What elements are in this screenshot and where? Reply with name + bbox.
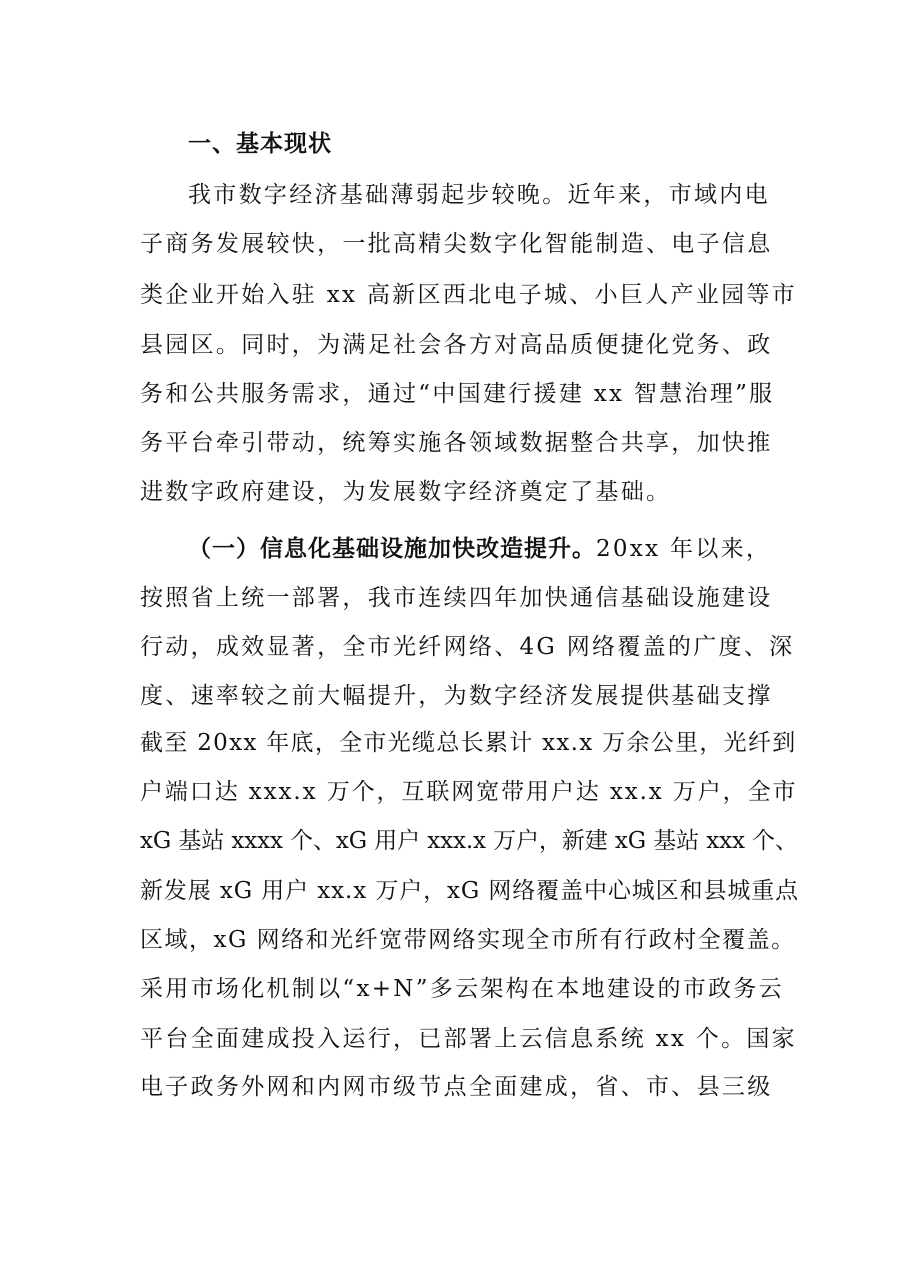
para1-line-7: 进数字政府建设，为发展数字经济奠定了基础。 bbox=[140, 479, 672, 505]
para2-line-2: 行动，成效显著，全市光纤网络、4G 网络覆盖的广度、深 bbox=[140, 634, 795, 660]
para1-line-4: 县园区。同时，为满足社会各方对高品质便捷化党务、政 bbox=[140, 332, 773, 358]
subheading-line bbox=[188, 534, 848, 564]
para1-line-6: 务平台牵引带动，统筹实施各领域数据整合共享，加快推 bbox=[140, 430, 773, 456]
para1-line-5: 务和公共服务需求，通过“中国建行援建 xx 智慧治理”服 bbox=[140, 381, 775, 407]
para2-line-7: 新发展 xG 用户 xx.x 万户，xG 网络覆盖中心城区和县城重点 bbox=[140, 878, 800, 904]
section-heading: 一、基本现状 bbox=[188, 131, 332, 157]
para2-line-9: 采用市场化机制以“x+N”多云架构在本地建设的市政务云 bbox=[140, 976, 784, 1002]
para1-line-2: 子商务发展较快，一批高精尖数字化智能制造、电子信息 bbox=[140, 231, 773, 257]
para2-line-1: 按照省上统一部署，我市连续四年加快通信基础设施建设 bbox=[140, 585, 773, 611]
para2-line-4: 截至 20xx 年底，全市光缆总长累计 xx.x 万余公里，光纤到 bbox=[140, 730, 797, 756]
para1-line-1: 我市数字经济基础薄弱起步较晚。近年来，市域内电 bbox=[188, 182, 770, 208]
para2-line-11: 电子政务外网和内网市级节点全面建成，省、市、县三级 bbox=[140, 1074, 773, 1100]
para2-line-6: xG 基站 xxxx 个、xG 用户 xxx.x 万户，新建 xG 基站 xxx 个、 bbox=[140, 828, 798, 854]
para2-line-10: 平台全面建成投入运行，已部署上云信息系统 xx 个。国家 bbox=[140, 1026, 797, 1052]
para2-line-3: 度、速率较之前大幅提升，为数字经济发展提供基础支撑 bbox=[140, 683, 773, 709]
para1-line-3: 类企业开始入驻 xx 高新区西北电子城、小巨人产业园等市 bbox=[140, 282, 797, 308]
para2-line-8: 区域，xG 网络和光纤宽带网络实现全市所有行政村全覆盖。 bbox=[140, 927, 796, 953]
subheading-bold: （一）信息化基础设施加快改造提升。 bbox=[188, 536, 596, 562]
para2-line-5: 户端口达 xxx.x 万个，互联网宽带用户达 xx.x 万户，全市 bbox=[140, 779, 798, 805]
subheading-rest: 20xx 年以来， bbox=[596, 536, 772, 562]
